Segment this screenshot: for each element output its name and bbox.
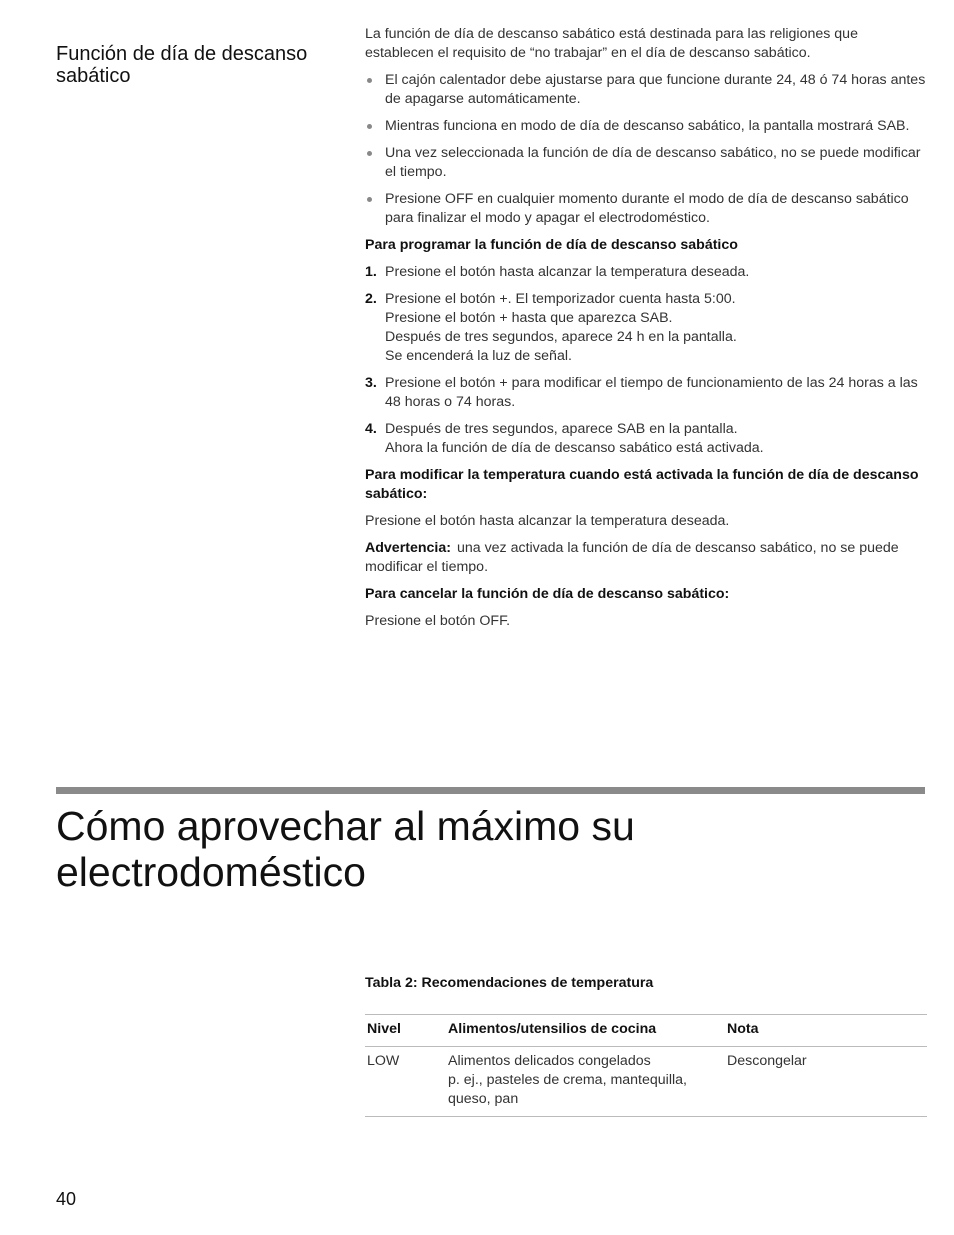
step-item [365,263,930,282]
bullet-text: Mientras funciona en modo de día de descanso sabático, la pantalla mostrará SAB. [385,118,910,134]
step-number: 4. [365,421,377,437]
step-text: Presione el botón +. El temporizador cuenta hasta 5:00. [385,291,736,307]
bullet-icon [367,197,372,202]
column-header-nivel: Nivel [365,1015,448,1047]
step-number: 1. [365,264,377,280]
section-heading: Función de día de descanso sabático [56,42,308,87]
cancel-subheading: Para cancelar la función de día de descanso sabático: [365,586,730,602]
page-number: 40 [56,1189,77,1209]
intro-paragraph: La función de día de descanso sabático está destinada para las religiones que establecen el requisito de “no trabajar” en el día de descanso sabático. [365,26,858,61]
step-number: 2. [365,291,377,307]
step-text: Ahora la función de día de descanso sabático está activada. [385,440,764,456]
cell-text: queso, pan [448,1091,519,1107]
step-text: Presione el botón + hasta que aparezca SAB. [385,310,673,326]
step-text: Presione el botón + para modificar el tiempo de funcionamiento de las 24 horas a las 48 horas o 74 horas. [385,375,918,410]
table-row [365,1047,927,1117]
table-header-row [365,1015,927,1047]
step-item [365,374,930,412]
list-item [365,144,930,182]
list-item [365,190,930,228]
step-number: 3. [365,375,377,391]
bullet-text: El cajón calentador debe ajustarse para que funcione durante 24, 48 ó 74 horas antes de apagarse automáticamente. [385,72,926,107]
modify-subheading: Para modificar la temperatura cuando está activada la función de día de descanso sabático: [365,467,919,502]
bullet-list [365,71,930,228]
step-item [365,420,930,458]
step-text: Presione el botón hasta alcanzar la temperatura deseada. [385,264,750,280]
bullet-text: Una vez seleccionada la función de día de descanso sabático, no se puede modificar el tiempo. [385,145,921,180]
chapter-divider [56,787,925,794]
bullet-icon [367,78,372,83]
cell-text: p. ej., pasteles de crema, mantequilla, [448,1072,687,1088]
list-item [365,117,930,136]
list-item [365,71,930,109]
cell-alimentos [448,1047,727,1117]
bullet-text: Presione OFF en cualquier momento durante el modo de día de descanso sabático para finalizar el modo y apagar el electrodoméstico. [385,191,909,226]
step-item [365,290,930,366]
table-caption: Tabla 2: Recomendaciones de temperatura [365,975,654,991]
chapter-title: Cómo aprovechar al máximo su electrodoméstico [56,803,635,895]
modify-paragraph: Presione el botón hasta alcanzar la temperatura deseada. [365,513,730,529]
warning-paragraph [365,539,930,577]
column-header-nota: Nota [727,1015,927,1047]
column-header-alimentos: Alimentos/utensilios de cocina [448,1015,727,1047]
bullet-icon [367,151,372,156]
cell-nivel: LOW [365,1047,448,1117]
warning-label: Advertencia: [365,540,451,556]
warning-text: una vez activada la función de día de descanso sabático, no se puede modificar el tiempo. [365,540,899,575]
section-body [365,25,930,639]
step-text: Se encenderá la luz de señal. [385,348,572,364]
cell-text: Alimentos delicados congelados [448,1053,651,1069]
program-subheading: Para programar la función de día de descanso sabático [365,237,738,253]
step-text: Después de tres segundos, aparece 24 h en la pantalla. [385,329,737,345]
bullet-icon [367,124,372,129]
step-text: Después de tres segundos, aparece SAB en la pantalla. [385,421,738,437]
temperature-table [365,1014,927,1117]
cell-nota: Descongelar [727,1047,927,1117]
cancel-paragraph: Presione el botón OFF. [365,613,511,629]
step-list [365,263,930,458]
